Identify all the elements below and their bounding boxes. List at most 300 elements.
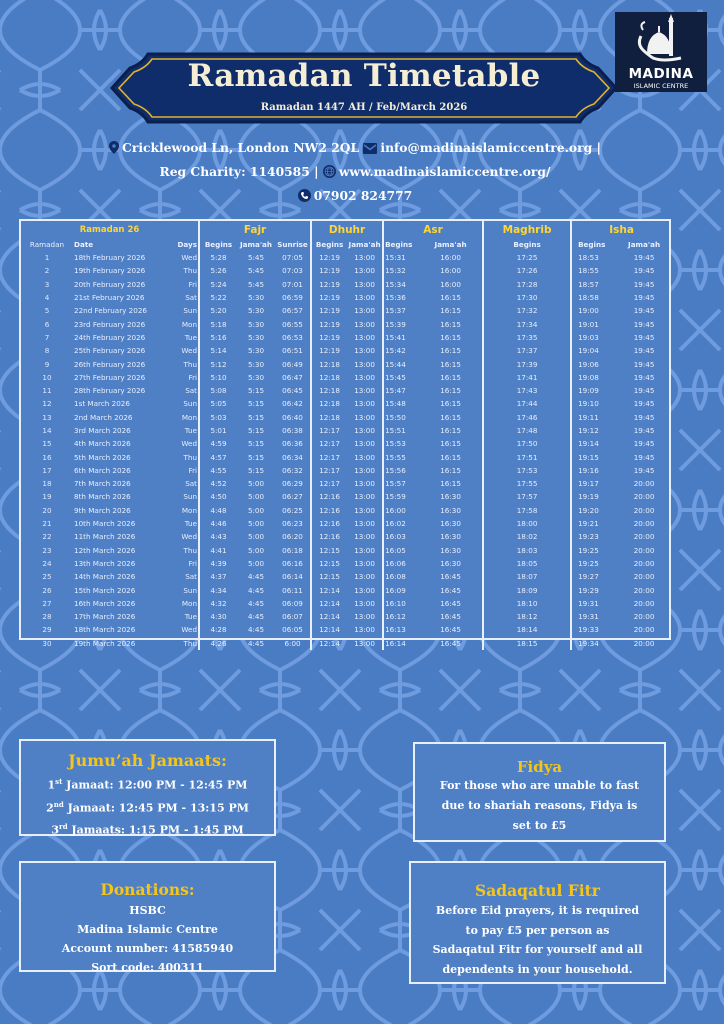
cell-dhuhr-begins: 12:14: [319, 612, 340, 622]
cell-weekday: Wed: [165, 437, 199, 450]
cell-maghrib-begins: 17:58: [483, 504, 571, 517]
group-asr: Asr: [383, 221, 483, 238]
cell-dhuhr-begins: 12:16: [319, 492, 340, 502]
cell-dhuhr-begins: 12:18: [319, 359, 340, 369]
cell-asr-jamaah: 16:00: [419, 264, 483, 277]
cell-asr-begins: 15:57: [385, 479, 406, 489]
cell-isha-jamaah: 19:45: [633, 293, 655, 303]
contact-info: [70, 137, 640, 209]
cell-weekday: Thu: [165, 450, 199, 463]
cell-asr-begins: 16:06: [385, 558, 406, 568]
cell-date: 28th February 2026: [74, 386, 146, 396]
cell-ramadan-day: 4: [44, 293, 50, 303]
column-header-row: [21, 238, 671, 251]
cell-fajr-jamaah: 5:30: [247, 306, 265, 316]
cell-dhuhr-begins: 12:18: [319, 372, 340, 382]
cell-date: 21st February 2026: [74, 293, 145, 303]
cell-isha-jamaah: 20:00: [633, 598, 655, 608]
cell-asr-begins: 16:10: [385, 598, 406, 608]
cell-asr-jamaah: 16:30: [419, 517, 483, 530]
logo-name: MADINA: [628, 66, 694, 82]
cell-maghrib-begins: 17:48: [483, 424, 571, 437]
cell-fajr-begins: 4:52: [210, 479, 227, 489]
cell-dhuhr-jamaah: 13:00: [347, 610, 383, 623]
cell-isha-begins: 19:16: [578, 465, 599, 475]
cell-date: 27th February 2026: [74, 372, 146, 382]
cell-asr-begins: 15:44: [385, 359, 406, 369]
table-row: [21, 411, 671, 424]
table-row: [21, 557, 671, 570]
cell-dhuhr-begins: 12:19: [319, 293, 340, 303]
cell-date: 14th March 2026: [74, 572, 136, 582]
cell-weekday: Sat: [165, 384, 199, 397]
cell-isha-jamaah: 20:00: [633, 532, 655, 542]
cell-weekday: Thu: [165, 544, 199, 557]
cell-weekday: Fri: [165, 371, 199, 384]
cell-ramadan-day: 6: [44, 319, 50, 329]
cell-fajr-jamaah: 5:00: [247, 545, 265, 555]
table-row: [21, 331, 671, 344]
table-row: [21, 264, 671, 277]
cell-asr-jamaah: 16:15: [419, 331, 483, 344]
group-isha: Isha: [609, 223, 634, 236]
cell-asr-jamaah: 16:15: [419, 450, 483, 463]
jumuah-ordinal: rd: [59, 822, 68, 832]
col-isha-begins: Begins: [578, 240, 606, 249]
cell-sunrise: 06:27: [275, 490, 311, 503]
cell-sunrise: 06:47: [275, 371, 311, 384]
cell-asr-begins: 15:51: [385, 426, 406, 435]
cell-sunrise: 06:20: [275, 530, 311, 543]
cell-sunrise: 06:55: [275, 317, 311, 330]
cell-asr-jamaah: 16:00: [419, 278, 483, 291]
cell-ramadan-day: 24: [42, 558, 52, 568]
cell-maghrib-begins: 18:07: [483, 570, 571, 583]
cell-fajr-begins: 4:30: [210, 612, 227, 622]
table-row: [21, 344, 671, 357]
cell-isha-jamaah: 20:00: [633, 572, 655, 582]
jumuah-ordinal: nd: [53, 799, 64, 809]
cell-ramadan-day: 30: [42, 638, 52, 648]
group-header-row: [21, 221, 671, 238]
cell-fajr-begins: 5:20: [210, 306, 227, 316]
cell-dhuhr-jamaah: 13:00: [347, 424, 383, 437]
cell-maghrib-begins: 17:55: [483, 477, 571, 490]
cell-weekday: Fri: [165, 278, 199, 291]
table-row: [21, 570, 671, 583]
cell-sunrise: 06:09: [275, 597, 311, 610]
cell-fajr-begins: 4:55: [210, 465, 227, 475]
cell-isha-jamaah: 19:45: [633, 346, 655, 356]
cell-isha-jamaah: 20:00: [633, 505, 655, 515]
cell-dhuhr-begins: 12:16: [319, 505, 340, 515]
col-date: Date: [74, 240, 94, 249]
cell-sunrise: 06:49: [275, 357, 311, 370]
cell-dhuhr-jamaah: 13:00: [347, 517, 383, 530]
cell-fajr-begins: 4:32: [210, 598, 227, 608]
contact-line-2: [70, 161, 640, 185]
table-row: [21, 583, 671, 596]
cell-isha-begins: 19:09: [578, 386, 599, 396]
cell-asr-jamaah: 16:45: [419, 623, 483, 636]
cell-maghrib-begins: 17:53: [483, 464, 571, 477]
cell-asr-jamaah: 16:15: [419, 357, 483, 370]
table-row: [21, 291, 671, 304]
cell-asr-begins: 15:56: [385, 465, 406, 475]
cell-isha-jamaah: 20:00: [633, 585, 655, 595]
cell-weekday: Thu: [165, 637, 199, 650]
sort-code: Sort code: 400311: [91, 961, 204, 974]
cell-sunrise: 06:29: [275, 477, 311, 490]
col-sunrise: Sunrise: [275, 238, 311, 251]
cell-fajr-begins: 5:05: [210, 399, 227, 409]
cell-fajr-jamaah: 5:00: [247, 532, 265, 542]
cell-fajr-begins: 4:43: [210, 532, 227, 542]
cell-fajr-begins: 5:08: [210, 386, 227, 396]
table-row: [21, 477, 671, 490]
cell-dhuhr-jamaah: 13:00: [347, 544, 383, 557]
cell-asr-begins: 16:02: [385, 519, 406, 529]
cell-ramadan-day: 15: [42, 439, 52, 449]
group-ramadan: Ramadan 26: [21, 221, 199, 238]
group-fajr: Fajr: [199, 221, 311, 238]
account-name: Madina Islamic Centre: [77, 923, 218, 936]
cell-date: 12th March 2026: [74, 545, 136, 555]
cell-isha-jamaah: 19:45: [633, 253, 655, 263]
cell-date: 18th March 2026: [74, 625, 136, 635]
cell-ramadan-day: 22: [42, 532, 52, 542]
cell-sunrise: 06:25: [275, 504, 311, 517]
cell-dhuhr-jamaah: 13:00: [347, 317, 383, 330]
cell-ramadan-day: 7: [44, 332, 50, 342]
cell-asr-begins: 15:41: [385, 332, 406, 342]
cell-dhuhr-jamaah: 13:00: [347, 583, 383, 596]
cell-isha-begins: 18:55: [578, 266, 599, 276]
cell-dhuhr-begins: 12:18: [319, 386, 340, 396]
cell-fajr-jamaah: 5:00: [247, 558, 265, 568]
website-link[interactable]: www.madinaislamiccentre.org/: [338, 164, 551, 179]
col-maghrib-begins: Begins: [483, 238, 571, 251]
cell-date: 25th February 2026: [74, 346, 146, 356]
cell-sunrise: 06:32: [275, 464, 311, 477]
cell-maghrib-begins: 18:03: [483, 544, 571, 557]
email-icon: [363, 139, 377, 161]
table-row: [21, 424, 671, 437]
table-row: [21, 637, 671, 650]
col-asr-begins: Begins: [385, 240, 413, 249]
cell-isha-jamaah: 19:45: [633, 465, 655, 475]
cell-fajr-jamaah: 5:15: [247, 439, 265, 449]
cell-isha-jamaah: 19:45: [633, 439, 655, 449]
globe-icon: [323, 163, 336, 185]
cell-sunrise: 06:51: [275, 344, 311, 357]
cell-date: 22nd February 2026: [74, 306, 147, 316]
cell-fajr-jamaah: 5:00: [247, 505, 265, 515]
cell-dhuhr-begins: 12:19: [319, 279, 340, 289]
cell-weekday: Wed: [165, 623, 199, 636]
cell-dhuhr-jamaah: 13:00: [347, 450, 383, 463]
cell-asr-jamaah: 16:00: [419, 251, 483, 264]
cell-asr-begins: 16:03: [385, 532, 406, 542]
cell-asr-jamaah: 16:15: [419, 304, 483, 317]
cell-ramadan-day: 12: [42, 399, 52, 409]
cell-fajr-jamaah: 5:15: [247, 386, 265, 396]
fidya-line: due to shariah reasons, Fidya is: [441, 799, 638, 812]
cell-dhuhr-begins: 12:17: [319, 465, 340, 475]
cell-fajr-jamaah: 5:00: [247, 479, 265, 489]
cell-dhuhr-begins: 12:19: [319, 332, 340, 342]
cell-dhuhr-jamaah: 13:00: [347, 278, 383, 291]
cell-isha-begins: 19:27: [578, 572, 599, 582]
cell-dhuhr-begins: 12:19: [319, 253, 340, 263]
cell-asr-jamaah: 16:45: [419, 570, 483, 583]
cell-weekday: Tue: [165, 331, 199, 344]
cell-asr-begins: 15:55: [385, 452, 406, 462]
mosque-icon: [637, 14, 685, 66]
cell-date: 2nd March 2026: [74, 412, 133, 422]
cell-asr-jamaah: 16:45: [419, 583, 483, 596]
cell-date: 4th March 2026: [74, 439, 131, 449]
cell-isha-jamaah: 19:45: [633, 426, 655, 435]
cell-weekday: Fri: [165, 464, 199, 477]
cell-asr-jamaah: 16:15: [419, 344, 483, 357]
cell-asr-jamaah: 16:15: [419, 477, 483, 490]
table-row: [21, 304, 671, 317]
cell-isha-begins: 19:29: [578, 585, 599, 595]
table-row: [21, 610, 671, 623]
table-row: [21, 464, 671, 477]
cell-dhuhr-begins: 12:15: [319, 558, 340, 568]
sadaqatul-fitr-line: to pay £5 per person as: [465, 923, 610, 937]
cell-date: 11th March 2026: [74, 532, 136, 542]
cell-maghrib-begins: 17:46: [483, 411, 571, 424]
cell-fajr-begins: 5:18: [210, 319, 227, 329]
cell-isha-begins: 19:31: [578, 612, 599, 622]
cell-asr-begins: 15:36: [385, 293, 406, 303]
cell-isha-jamaah: 19:45: [633, 412, 655, 422]
cell-asr-begins: 16:14: [385, 638, 406, 648]
charity-number: Reg Charity: 1140585: [159, 164, 310, 179]
jumuah-number: 3: [51, 823, 59, 837]
cell-ramadan-day: 11: [42, 386, 52, 396]
cell-maghrib-begins: 17:30: [483, 291, 571, 304]
cell-weekday: Mon: [165, 597, 199, 610]
jumuah-line: [21, 772, 274, 795]
email-link[interactable]: info@madinaislamiccentre.org: [380, 140, 593, 155]
cell-isha-begins: 18:58: [578, 293, 599, 303]
cell-date: 6th March 2026: [74, 465, 131, 475]
table-row: [21, 450, 671, 463]
cell-asr-begins: 16:08: [385, 572, 406, 582]
cell-maghrib-begins: 17:28: [483, 278, 571, 291]
table-row: [21, 490, 671, 503]
cell-weekday: Mon: [165, 317, 199, 330]
cell-ramadan-day: 5: [44, 306, 50, 316]
cell-asr-jamaah: 16:45: [419, 610, 483, 623]
cell-fajr-jamaah: 5:00: [247, 492, 265, 502]
cell-fajr-jamaah: 4:45: [247, 598, 265, 608]
cell-ramadan-day: 2: [44, 266, 50, 276]
cell-fajr-begins: 5:10: [210, 372, 227, 382]
jumuah-box: [19, 739, 276, 836]
cell-date: 13th March 2026: [74, 558, 136, 568]
cell-date: 8th March 2026: [74, 492, 131, 502]
cell-dhuhr-jamaah: 13:00: [347, 570, 383, 583]
phone-link[interactable]: 07902 824777: [313, 188, 413, 203]
sadaqatul-fitr-line: Before Eid prayers, it is required: [435, 904, 640, 917]
cell-fajr-jamaah: 5:15: [247, 465, 265, 475]
cell-date: 5th March 2026: [74, 452, 131, 462]
cell-fajr-begins: 5:03: [210, 412, 227, 422]
cell-dhuhr-jamaah: 13:00: [347, 251, 383, 264]
cell-isha-jamaah: 19:45: [633, 359, 655, 369]
cell-sunrise: 07:03: [275, 264, 311, 277]
cell-ramadan-day: 9: [44, 359, 50, 369]
cell-maghrib-begins: 17:39: [483, 357, 571, 370]
cell-sunrise: 06:07: [275, 610, 311, 623]
cell-fajr-jamaah: 5:15: [247, 426, 265, 435]
cell-dhuhr-jamaah: 13:00: [347, 384, 383, 397]
cell-asr-begins: 15:50: [385, 412, 406, 422]
col-ramadan: Ramadan: [29, 240, 65, 249]
cell-dhuhr-jamaah: 13:00: [347, 304, 383, 317]
cell-isha-jamaah: 19:45: [633, 319, 655, 329]
cell-isha-begins: 19:04: [578, 346, 599, 356]
col-asr-jamaah: Jama'ah: [419, 238, 483, 251]
cell-asr-begins: 15:42: [385, 346, 406, 356]
cell-maghrib-begins: 18:10: [483, 597, 571, 610]
cell-isha-jamaah: 19:45: [633, 452, 655, 462]
cell-isha-jamaah: 20:00: [633, 492, 655, 502]
cell-asr-begins: 16:12: [385, 612, 406, 622]
cell-fajr-begins: 5:12: [210, 359, 227, 369]
col-dhuhr-jamaah: Jama'ah: [347, 238, 383, 251]
cell-fajr-jamaah: 5:30: [247, 346, 265, 356]
cell-fajr-jamaah: 4:45: [247, 625, 265, 635]
cell-fajr-begins: 4:34: [210, 585, 227, 595]
account-number: Account number: 41585940: [61, 942, 234, 955]
cell-ramadan-day: 8: [44, 346, 50, 356]
title-banner: [108, 50, 620, 126]
fidya-line: set to £5: [512, 819, 567, 832]
cell-dhuhr-jamaah: 13:00: [347, 397, 383, 410]
cell-maghrib-begins: 17:26: [483, 264, 571, 277]
cell-maghrib-begins: 17:57: [483, 490, 571, 503]
cell-ramadan-day: 28: [42, 612, 52, 622]
cell-dhuhr-jamaah: 13:00: [347, 344, 383, 357]
cell-fajr-begins: 4:48: [210, 505, 227, 515]
cell-isha-begins: 19:15: [578, 452, 599, 462]
cell-ramadan-day: 25: [42, 572, 52, 582]
donations-title: Donations:: [100, 880, 195, 899]
cell-fajr-jamaah: 5:30: [247, 319, 265, 329]
cell-asr-begins: 15:31: [385, 253, 406, 263]
cell-weekday: Sat: [165, 291, 199, 304]
fidya-line: For those who are unable to fast: [439, 779, 640, 792]
cell-maghrib-begins: 17:44: [483, 397, 571, 410]
jumuah-line: [21, 817, 274, 840]
table-row: [21, 384, 671, 397]
jumuah-lines: [21, 772, 274, 840]
cell-weekday: Sun: [165, 304, 199, 317]
location-pin-icon: [109, 139, 119, 161]
cell-sunrise: 6:00: [275, 637, 311, 650]
cell-weekday: Wed: [165, 530, 199, 543]
separator: |: [596, 140, 601, 155]
cell-isha-jamaah: 20:00: [633, 519, 655, 529]
cell-asr-jamaah: 16:15: [419, 291, 483, 304]
table-row: [21, 544, 671, 557]
cell-dhuhr-jamaah: 13:00: [347, 331, 383, 344]
cell-sunrise: 06:40: [275, 411, 311, 424]
cell-date: 23rd February 2026: [74, 319, 146, 329]
cell-date: 19th March 2026: [74, 638, 136, 648]
cell-ramadan-day: 17: [42, 465, 52, 475]
cell-dhuhr-begins: 12:19: [319, 266, 340, 276]
cell-dhuhr-begins: 12:19: [319, 346, 340, 356]
cell-fajr-jamaah: 5:15: [247, 452, 265, 462]
cell-isha-jamaah: 19:45: [633, 372, 655, 382]
cell-sunrise: 06:11: [275, 583, 311, 596]
cell-asr-jamaah: 16:30: [419, 557, 483, 570]
cell-weekday: Sat: [165, 570, 199, 583]
cell-ramadan-day: 14: [42, 426, 52, 435]
cell-dhuhr-jamaah: 13:00: [347, 371, 383, 384]
cell-weekday: Fri: [165, 557, 199, 570]
cell-weekday: Wed: [165, 251, 199, 264]
cell-asr-begins: 15:53: [385, 439, 406, 449]
cell-dhuhr-begins: 12:19: [319, 306, 340, 316]
cell-asr-jamaah: 16:15: [419, 411, 483, 424]
cell-weekday: Sun: [165, 397, 199, 410]
cell-asr-jamaah: 16:30: [419, 530, 483, 543]
cell-ramadan-day: 20: [42, 505, 52, 515]
jumuah-number: 1: [47, 778, 56, 792]
cell-isha-begins: 19:03: [578, 332, 599, 342]
cell-fajr-begins: 4:39: [210, 558, 227, 568]
cell-fajr-jamaah: 5:45: [247, 279, 265, 289]
cell-isha-jamaah: 19:45: [633, 279, 655, 289]
cell-isha-begins: 19:34: [578, 638, 599, 648]
cell-asr-begins: 16:05: [385, 545, 406, 555]
cell-maghrib-begins: 18:15: [483, 637, 571, 650]
cell-maghrib-begins: 18:02: [483, 530, 571, 543]
cell-isha-begins: 19:23: [578, 532, 599, 542]
cell-ramadan-day: 23: [42, 545, 52, 555]
cell-weekday: Mon: [165, 504, 199, 517]
cell-asr-begins: 15:39: [385, 319, 406, 329]
cell-weekday: Thu: [165, 264, 199, 277]
cell-sunrise: 06:45: [275, 384, 311, 397]
col-fajr-jamaah: Jama'ah: [239, 240, 273, 249]
cell-isha-begins: 19:14: [578, 439, 599, 449]
cell-maghrib-begins: 17:34: [483, 317, 571, 330]
table-row: [21, 517, 671, 530]
cell-dhuhr-jamaah: 13:00: [347, 437, 383, 450]
contact-line-3: [70, 185, 640, 209]
cell-weekday: Tue: [165, 610, 199, 623]
cell-ramadan-day: 18: [42, 479, 52, 489]
cell-isha-jamaah: 19:45: [633, 386, 655, 396]
cell-dhuhr-jamaah: 13:00: [347, 504, 383, 517]
cell-ramadan-day: 26: [42, 585, 52, 595]
jumuah-time: Jamaat: 12:00 PM - 12:45 PM: [62, 778, 248, 792]
cell-isha-jamaah: 19:45: [633, 332, 655, 342]
table-row: [21, 504, 671, 517]
group-maghrib: Maghrib: [483, 221, 571, 238]
cell-isha-begins: 19:01: [578, 319, 599, 329]
cell-fajr-jamaah: 5:30: [247, 372, 265, 382]
